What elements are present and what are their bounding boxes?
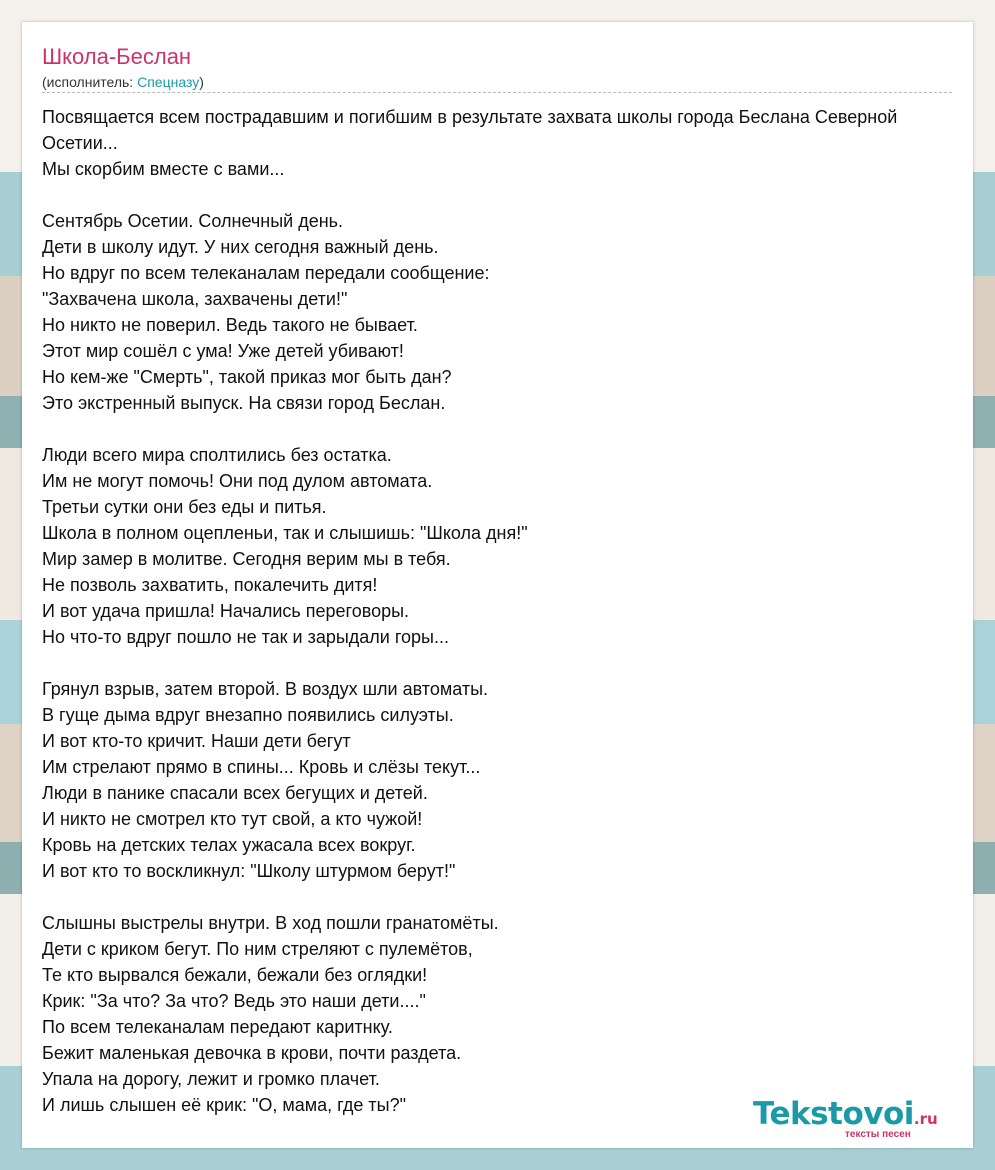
logo-tld: .ru <box>913 1110 938 1128</box>
stanza-break <box>42 884 973 910</box>
artist-link[interactable]: Спецназу <box>137 74 200 90</box>
lyric-line: Люди всего мира сполтились без остатка. <box>42 445 392 465</box>
lyric-line: Осетии... <box>42 133 118 153</box>
song-title: Школа-Беслан <box>42 44 192 69</box>
lyric-line: Этот мир сошёл с ума! Уже детей убивают! <box>42 341 404 361</box>
stanza-break <box>42 650 973 676</box>
logo-tagline: тексты песен <box>845 1129 911 1140</box>
artist-prefix: (исполнитель: <box>42 74 138 90</box>
lyric-line: И вот кто то воскликнул: "Школу штурмом берут!" <box>42 861 456 881</box>
lyric-line: Но кем-же "Смерть", такой приказ мог быть дан? <box>42 367 452 387</box>
lyric-line: И лишь слышен её крик: "О, мама, где ты?" <box>42 1095 407 1115</box>
lyric-line: Им стрелают прямо в спины... Кровь и слёзы текут... <box>42 757 481 777</box>
lyric-line: Третьи сутки они без еды и питья. <box>42 497 327 517</box>
lyric-line: Мы скорбим вместе с вами... <box>42 159 285 179</box>
lyric-line: Им не могут помочь! Они под дулом автомата. <box>42 471 433 491</box>
lyrics-text <box>42 104 973 1118</box>
stanza-break <box>42 182 973 208</box>
logo-main-text: Tekstovoi <box>753 1096 914 1132</box>
lyric-line: Сентябрь Осетии. Солнечный день. <box>42 211 344 231</box>
site-logo[interactable] <box>753 1096 963 1144</box>
title-divider <box>42 92 952 93</box>
lyric-line: Это экстренный выпуск. На связи город Беслан. <box>42 393 446 413</box>
lyric-line: Те кто вырвался бежали, бежали без оглядки! <box>42 965 428 985</box>
lyric-line: Упала на дорогу, лежит и громко плачет. <box>42 1069 380 1089</box>
lyric-line: Бежит маленькая девочка в крови, почти раздета. <box>42 1043 462 1063</box>
lyrics-card <box>22 22 973 1148</box>
lyric-line: Люди в панике спасали всех бегущих и детей. <box>42 783 428 803</box>
artist-suffix: ) <box>199 74 204 90</box>
stanza-break <box>42 416 973 442</box>
lyric-line: "Захвачена школа, захвачены дети!" <box>42 289 348 309</box>
lyric-line: Крик: "За что? За что? Ведь это наши дети...." <box>42 991 426 1011</box>
lyric-line: Посвящается всем пострадавшим и погибшим в результате захвата школы города Беслана Северной <box>42 107 898 127</box>
lyric-line: И никто не смотрел кто тут свой, а кто чужой! <box>42 809 423 829</box>
lyric-line: Мир замер в молитве. Сегодня верим мы в тебя. <box>42 549 451 569</box>
lyric-line: Дети в школу идут. У них сегодня важный день. <box>42 237 439 257</box>
lyric-line: В гуще дыма вдруг внезапно появились силуэты. <box>42 705 454 725</box>
lyric-line: И вот удача пришла! Начались переговоры. <box>42 601 410 621</box>
lyric-line: По всем телеканалам передают каритнку. <box>42 1017 393 1037</box>
lyric-line: Кровь на детских телах ужасала всех вокруг. <box>42 835 416 855</box>
lyric-line: Грянул взрыв, затем второй. В воздух шли автоматы. <box>42 679 489 699</box>
lyric-line: Но никто не поверил. Ведь такого не бывает. <box>42 315 418 335</box>
lyric-line: Дети с криком бегут. По ним стреляют с пулемётов, <box>42 939 473 959</box>
lyric-line: Не позволь захватить, покалечить дитя! <box>42 575 378 595</box>
lyric-line: И вот кто-то кричит. Наши дети бегут <box>42 731 351 751</box>
lyric-line: Но что-то вдруг пошло не так и зарыдали горы... <box>42 627 449 647</box>
lyric-line: Слышны выстрелы внутри. В ход пошли гранатомёты. <box>42 913 499 933</box>
lyric-line: Но вдруг по всем телеканалам передали сообщение: <box>42 263 490 283</box>
artist-line <box>42 73 204 91</box>
lyric-line: Школа в полном оцепленьи, так и слышишь: "Школа дня!" <box>42 523 528 543</box>
